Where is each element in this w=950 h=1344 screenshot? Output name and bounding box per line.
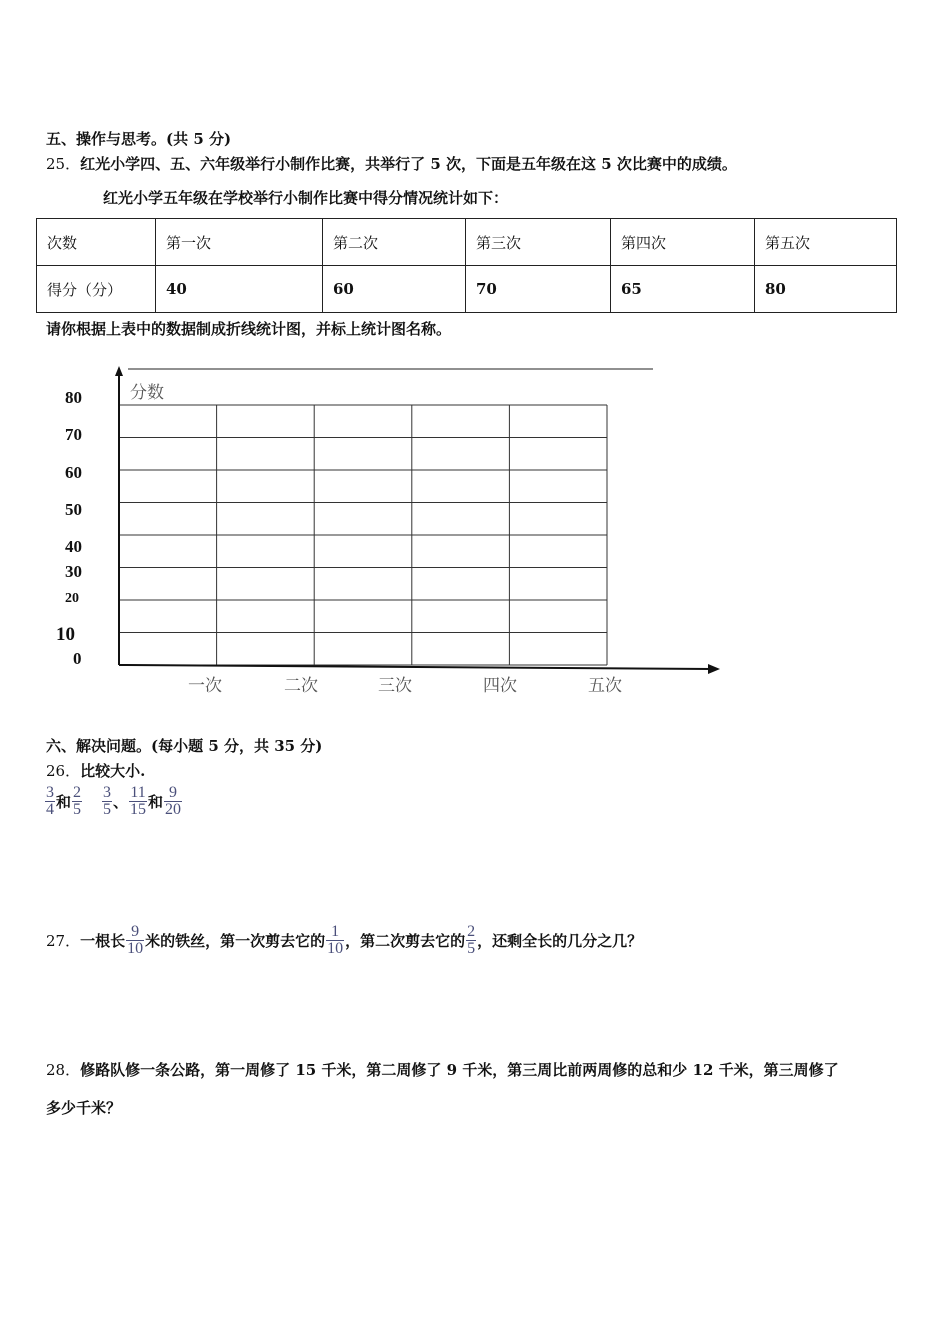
x-tick-labels bbox=[188, 676, 622, 696]
x-tick-label: 二次 bbox=[284, 676, 318, 696]
question-number: 28． bbox=[46, 1061, 81, 1079]
denominator: 10 bbox=[327, 940, 344, 957]
question-28-continued: 多少千米？ bbox=[46, 1099, 122, 1117]
fraction bbox=[129, 785, 147, 818]
section5-heading: 五、操作与思考。(共 5 分) bbox=[46, 130, 232, 148]
table-cell: 65 bbox=[611, 266, 755, 313]
y-axis-arrow bbox=[115, 366, 123, 376]
table-header-cell: 第三次 bbox=[466, 219, 611, 266]
table-cell: 40 bbox=[156, 266, 323, 313]
separator-text: 、 bbox=[113, 793, 129, 811]
y-tick-label: 20 bbox=[65, 591, 79, 606]
question-text-part: 一根长 bbox=[80, 932, 126, 950]
x-axis-arrow bbox=[708, 664, 720, 674]
chart-instruction: 请你根据上表中的数据制成折线统计图，并标上统计图名称。 bbox=[46, 320, 452, 338]
question-text: 红光小学四、五、六年级举行小制作比赛，共举行了 5 次，下面是五年级在这 5 次比赛中的成绩。 bbox=[80, 155, 737, 173]
fraction bbox=[466, 924, 476, 957]
fraction bbox=[126, 924, 144, 957]
denominator: 15 bbox=[130, 801, 147, 818]
y-tick-label: 10 bbox=[56, 624, 75, 645]
table-cell: 60 bbox=[323, 266, 466, 313]
table-caption: 红光小学五年级在学校举行小制作比赛中得分情况统计如下： bbox=[103, 189, 509, 207]
x-tick-label: 一次 bbox=[188, 676, 222, 696]
numerator: 2 bbox=[467, 923, 476, 940]
fraction bbox=[72, 785, 82, 818]
x-tick-label: 五次 bbox=[588, 676, 622, 696]
table-header-cell: 次数 bbox=[37, 219, 156, 266]
question-text-part: 米的铁丝，第一次剪去它的 bbox=[145, 932, 326, 950]
question-text-part: ，还剩全长的几分之几？ bbox=[477, 932, 643, 950]
question-27 bbox=[46, 924, 642, 957]
denominator: 20 bbox=[165, 801, 182, 818]
chart-grid bbox=[119, 405, 607, 665]
question-number: 27． bbox=[46, 932, 81, 950]
question-26 bbox=[46, 760, 145, 781]
table-header-cell: 第四次 bbox=[611, 219, 755, 266]
line-chart-grid bbox=[40, 360, 740, 705]
fraction bbox=[326, 924, 344, 957]
table-row-label: 得分（分） bbox=[37, 266, 156, 313]
y-tick-label: 0 bbox=[73, 649, 82, 668]
score-table bbox=[36, 218, 897, 313]
x-axis bbox=[119, 665, 712, 669]
x-tick-label: 四次 bbox=[483, 676, 517, 696]
numerator: 11 bbox=[130, 784, 146, 801]
numerator: 9 bbox=[169, 784, 178, 801]
numerator: 9 bbox=[131, 923, 140, 940]
table-cell: 80 bbox=[755, 266, 897, 313]
denominator: 5 bbox=[467, 940, 476, 957]
joiner-text: 和 bbox=[56, 793, 72, 811]
numerator: 2 bbox=[73, 784, 82, 801]
denominator: 4 bbox=[46, 801, 54, 818]
denominator: 5 bbox=[73, 801, 82, 818]
question-28 bbox=[46, 1059, 839, 1080]
question-25 bbox=[46, 153, 737, 174]
y-tick-label: 60 bbox=[65, 463, 82, 482]
x-tick-label: 三次 bbox=[378, 676, 412, 696]
numerator: 1 bbox=[331, 923, 340, 940]
question-text-part: ，第二次剪去它的 bbox=[345, 932, 466, 950]
y-tick-label: 40 bbox=[65, 537, 82, 556]
table-header-cell: 第五次 bbox=[755, 219, 897, 266]
table-header-cell: 第一次 bbox=[156, 219, 323, 266]
denominator: 5 bbox=[103, 801, 112, 818]
table-header-row bbox=[37, 219, 897, 266]
fraction bbox=[164, 785, 182, 818]
question-number: 26． bbox=[46, 762, 81, 780]
question-text: 修路队修一条公路，第一周修了 15 千米，第二周修了 9 千米，第三周比前两周修的总和少 12 千米，第三周修了 bbox=[80, 1061, 839, 1079]
question-text: 比较大小. bbox=[80, 762, 146, 780]
y-tick-label: 50 bbox=[65, 500, 82, 519]
y-tick-label: 70 bbox=[65, 425, 82, 444]
table-cell: 70 bbox=[466, 266, 611, 313]
y-tick-labels bbox=[56, 388, 82, 668]
y-tick-label: 80 bbox=[65, 388, 82, 407]
y-axis-label: 分数 bbox=[130, 383, 164, 403]
fraction-comparisons bbox=[44, 785, 183, 818]
table-header-cell: 第二次 bbox=[323, 219, 466, 266]
section6-heading: 六、解决问题。(每小题 5 分，共 35 分) bbox=[46, 737, 323, 755]
y-tick-label: 30 bbox=[65, 562, 82, 581]
table-row bbox=[37, 266, 897, 313]
numerator: 3 bbox=[103, 784, 112, 801]
fraction bbox=[102, 785, 112, 818]
denominator: 10 bbox=[127, 940, 144, 957]
joiner-text: 和 bbox=[148, 793, 164, 811]
numerator: 3 bbox=[46, 784, 54, 801]
fraction bbox=[45, 785, 55, 818]
question-number: 25． bbox=[46, 155, 81, 173]
